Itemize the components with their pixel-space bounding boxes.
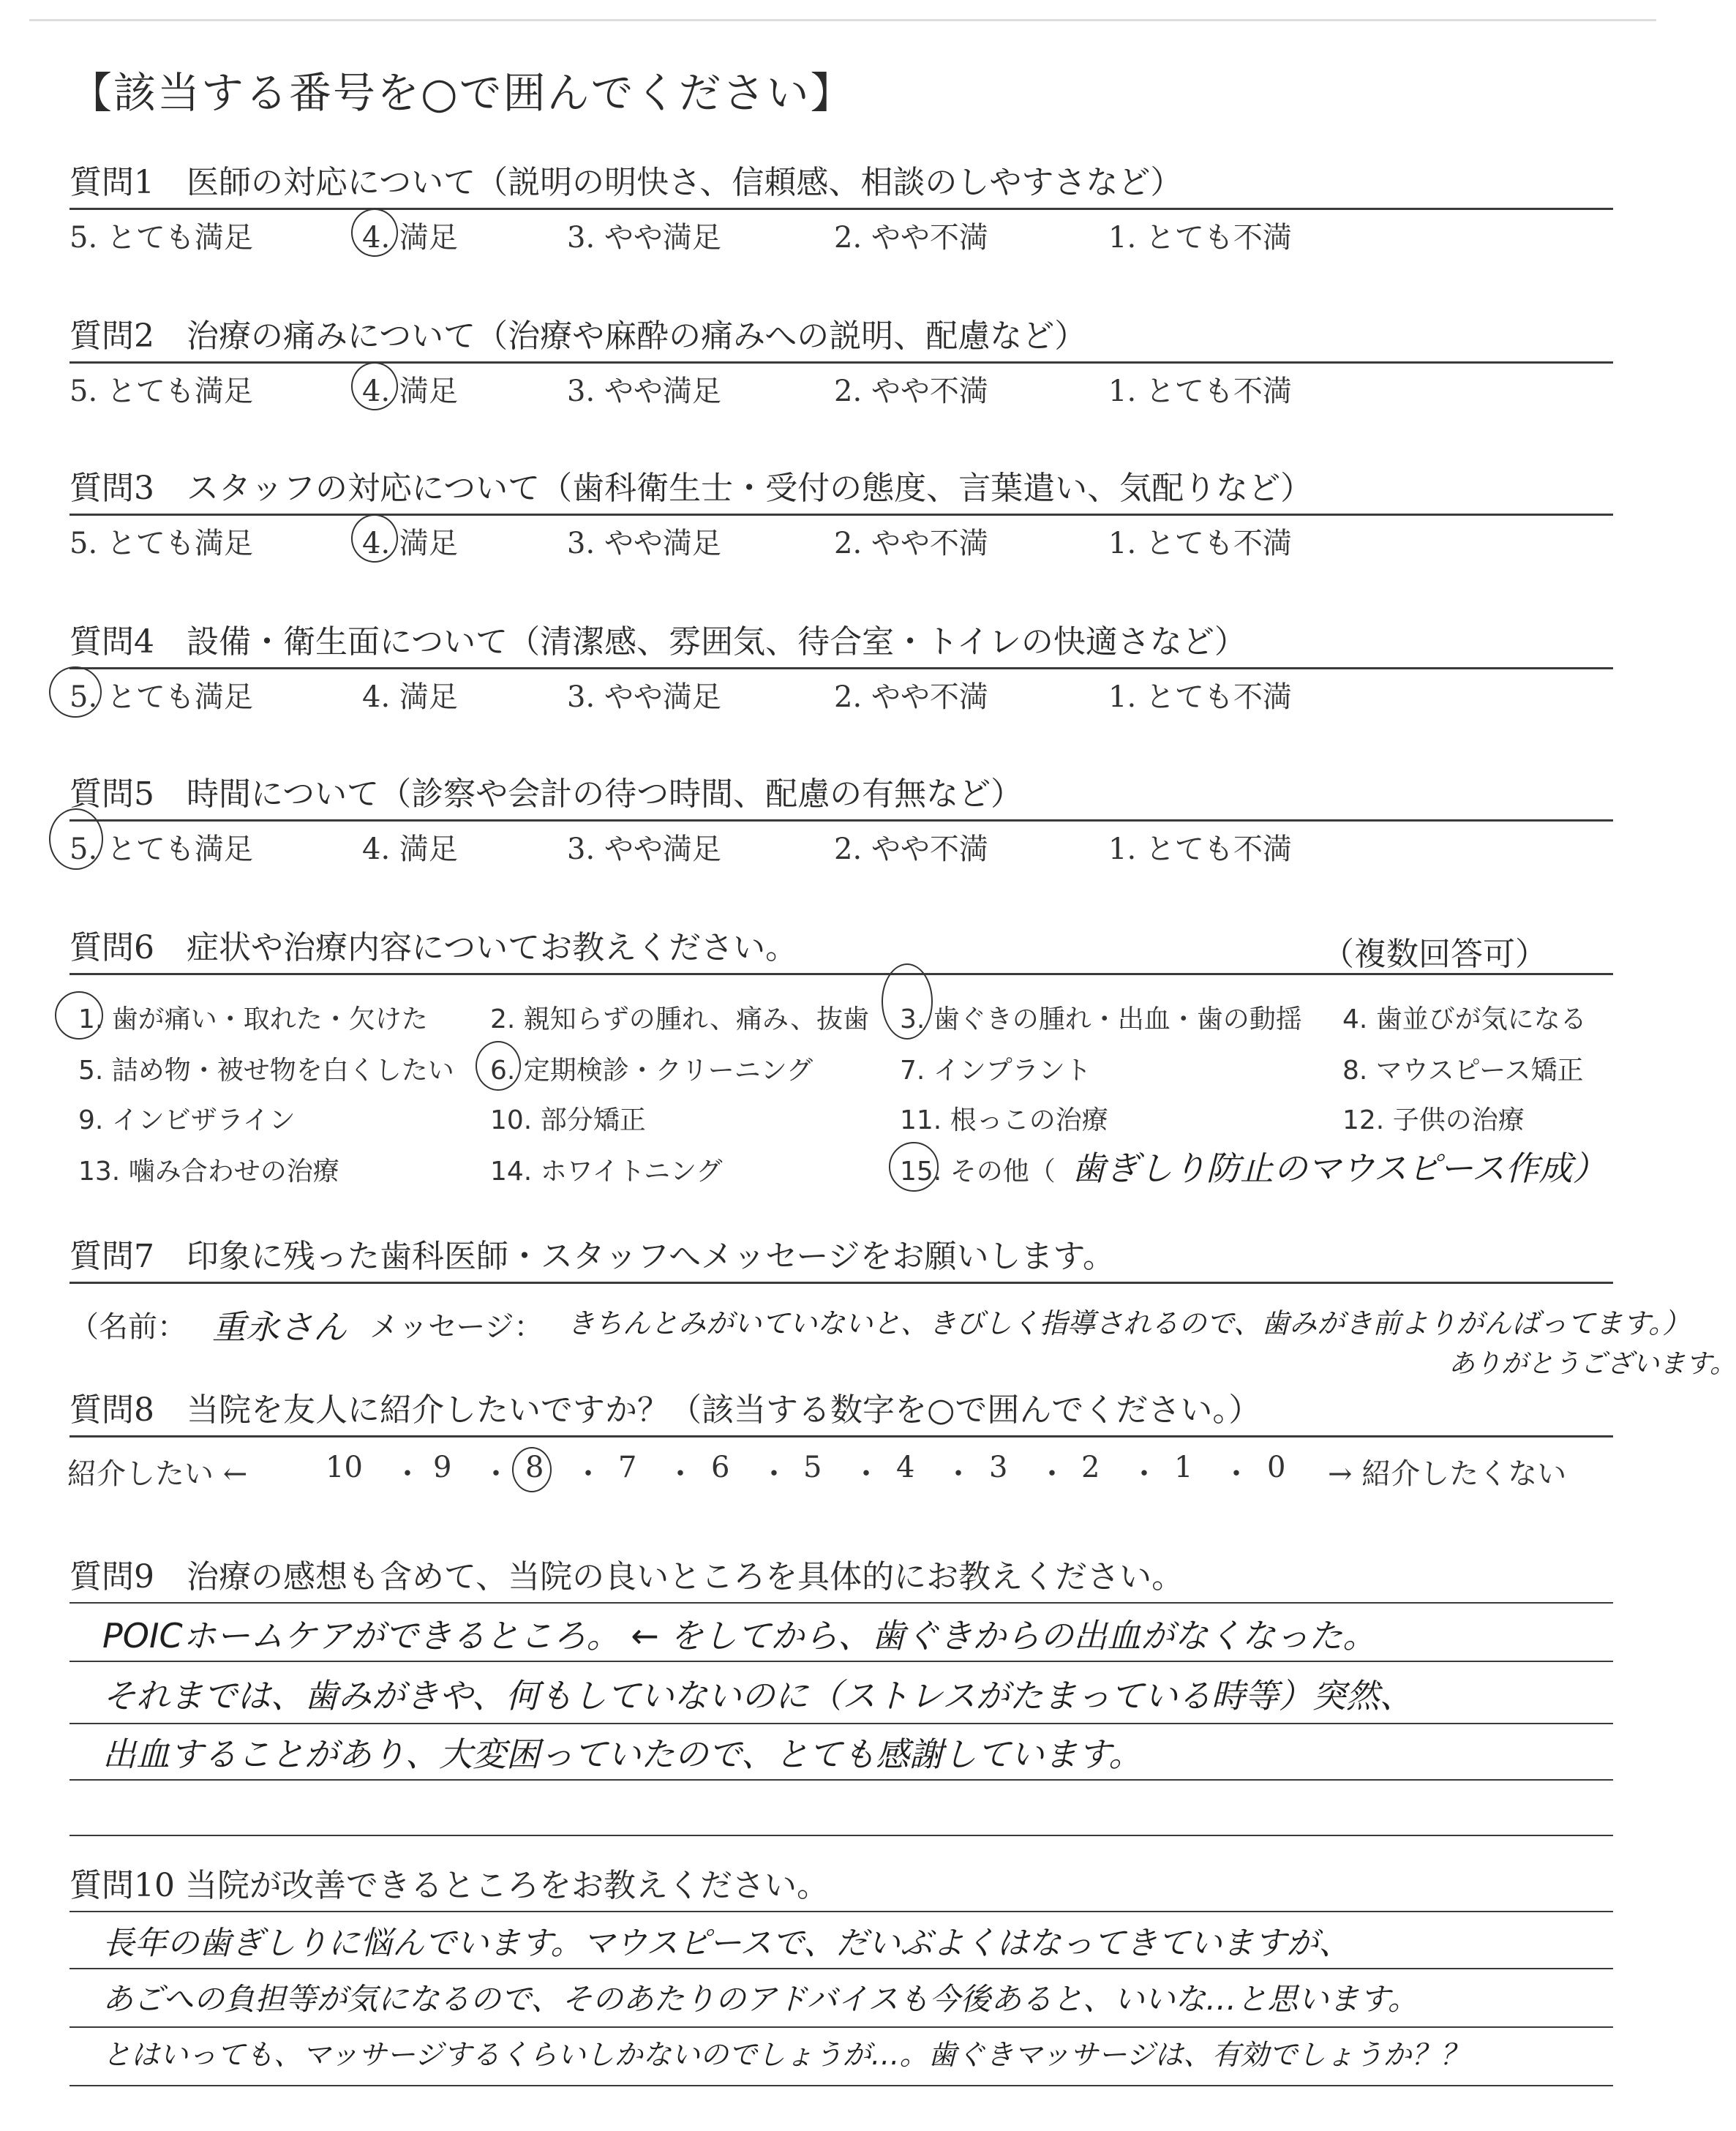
- q8-scale-10[interactable]: 10: [326, 1451, 363, 1484]
- q6-other-handwriting: 歯ぎしり防止のマウスピース作成）: [1072, 1149, 1607, 1188]
- write-line: [69, 2026, 1613, 2028]
- question-rule: [69, 208, 1613, 210]
- option-1[interactable]: 1. とても不満: [1108, 375, 1292, 408]
- q8-scale-9[interactable]: 9: [433, 1451, 452, 1484]
- option-5[interactable]: 5. とても満足: [69, 375, 253, 408]
- option-2[interactable]: 2. やや不満: [834, 833, 988, 866]
- q6-option-9[interactable]: 9. インビザライン: [78, 1105, 296, 1135]
- write-line: [69, 1779, 1613, 1781]
- option-4[interactable]: 4. 満足: [362, 527, 458, 560]
- q6-option-8[interactable]: 8. マウスピース矯正: [1342, 1056, 1584, 1086]
- option-5[interactable]: 5. とても満足: [69, 680, 253, 714]
- question-title: 質問8 当院を友人に紹介したいですか？（該当する数字を○で囲んでください。）: [69, 1391, 1261, 1429]
- question-9: [69, 1557, 1613, 1598]
- question-title: 質問4 設備・衛生面について（清潔感、雰囲気、待合室・トイレの快適さなど）: [69, 623, 1247, 661]
- question-3: [69, 468, 1613, 561]
- option-3[interactable]: 3. やや満足: [567, 375, 721, 408]
- write-line: [69, 1835, 1613, 1836]
- question-rule: [69, 1282, 1613, 1284]
- write-line: [69, 2085, 1613, 2086]
- option-3[interactable]: 3. やや満足: [567, 680, 721, 714]
- question-rule: [69, 514, 1613, 516]
- write-line: [69, 1723, 1613, 1724]
- q8-right-label: → 紹介したくない: [1328, 1457, 1567, 1491]
- question-1: [69, 162, 1613, 255]
- question-title: 質問5 時間について（診察や会計の待つ時間、配慮の有無など）: [69, 775, 1023, 813]
- q6-option-4[interactable]: 4. 歯並びが気になる: [1342, 1004, 1587, 1034]
- q6-option-1[interactable]: 1. 歯が痛い・取れた・欠けた: [78, 1004, 428, 1034]
- rating-options: [69, 674, 1613, 715]
- question-2: [69, 316, 1613, 409]
- q7-message-label: メッセージ：: [369, 1310, 544, 1344]
- q6-option-6[interactable]: 6. 定期検診・クリーニング: [490, 1056, 813, 1086]
- q7-message-handwriting-cont: ありがとうございます。: [1448, 1349, 1736, 1379]
- rating-options: [69, 368, 1613, 409]
- option-2[interactable]: 2. やや不満: [834, 527, 988, 560]
- option-5[interactable]: 5. とても満足: [69, 221, 253, 255]
- option-3[interactable]: 3. やや満足: [567, 221, 721, 255]
- option-4[interactable]: 4. 満足: [362, 680, 458, 714]
- selection-circle: [351, 514, 398, 563]
- question-10: [69, 1865, 1613, 1906]
- q9-handwriting-line-1: POICホームケアができるところ。 ← をしてから、歯ぐきからの出血がなくなった。: [102, 1616, 1377, 1655]
- question-rule: [69, 819, 1613, 822]
- selection-circle-6: [476, 1041, 521, 1091]
- q8-scale-1[interactable]: 1: [1174, 1451, 1193, 1484]
- q8-scale-7[interactable]: 7: [618, 1451, 637, 1484]
- q6-option-3[interactable]: 3. 歯ぐきの腫れ・出血・歯の動揺: [900, 1004, 1302, 1034]
- q6-option-7[interactable]: 7. インプラント: [900, 1056, 1091, 1086]
- q6-option-11[interactable]: 11. 根っこの治療: [900, 1105, 1108, 1135]
- rating-options: [69, 214, 1613, 255]
- question-rule: [69, 361, 1613, 364]
- question-title: 質問1 医師の対応について（説明の明快さ、信頼感、相談のしやすさなど）: [69, 164, 1183, 201]
- selection-circle: [49, 666, 102, 718]
- option-1[interactable]: 1. とても不満: [1108, 221, 1292, 255]
- write-line: [69, 1602, 1613, 1604]
- q6-option-15[interactable]: 15. その他（: [900, 1157, 1056, 1187]
- q8-scale-6[interactable]: 6: [711, 1451, 730, 1484]
- multiple-answer-note: （複数回答可）: [1322, 936, 1547, 973]
- q10-handwriting-line-1: 長年の歯ぎしりに悩んでいます。マウスピースで、だいぶよくはなってきていますが、: [102, 1925, 1351, 1962]
- q7-name-handwriting: 重永さん: [212, 1307, 347, 1347]
- q6-option-14[interactable]: 14. ホワイトニング: [490, 1157, 723, 1187]
- q7-message-handwriting: きちんとみがいていないと、きびしく指導されるので、歯みがき前よりがんばってます。）: [567, 1307, 1691, 1339]
- q6-option-13[interactable]: 13. 噛み合わせの治療: [78, 1157, 339, 1187]
- q6-option-5[interactable]: 5. 詰め物・被せ物を白くしたい: [78, 1056, 454, 1086]
- option-5[interactable]: 5. とても満足: [69, 527, 253, 560]
- page-heading: 【該当する番号を○で囲んでください】: [69, 68, 854, 118]
- q10-handwriting-line-3: とはいっても、マッサージするくらいしかないのでしょうが…。歯ぐきマッサージは、有効でしょうか？？: [102, 2039, 1469, 2072]
- q8-scale-2[interactable]: 2: [1081, 1451, 1100, 1484]
- option-4[interactable]: 4. 満足: [362, 375, 458, 408]
- q7-name-label: （名前：: [69, 1310, 187, 1344]
- question-4: [69, 622, 1613, 715]
- q8-scale-0[interactable]: 0: [1267, 1451, 1286, 1484]
- question-7: [69, 1236, 1613, 1284]
- option-4[interactable]: 4. 満足: [362, 221, 458, 255]
- question-title: 質問10 当院が改善できるところをお教えください。: [69, 1867, 829, 1904]
- selection-circle: [49, 808, 103, 870]
- question-6: [69, 928, 1613, 975]
- selection-circle-1: [55, 991, 103, 1040]
- question-title: 質問2 治療の痛みについて（治療や麻酔の痛みへの説明、配慮など）: [69, 317, 1087, 355]
- q8-scale-8[interactable]: 8: [525, 1451, 544, 1484]
- q8-left-label: 紹介したい ←: [67, 1457, 248, 1491]
- rating-options: [69, 520, 1613, 561]
- option-2[interactable]: 2. やや不満: [834, 221, 988, 255]
- q8-scale-3[interactable]: 3: [989, 1451, 1008, 1484]
- rating-options: [69, 826, 1613, 867]
- write-line: [69, 1911, 1613, 1912]
- question-title: 質問6 症状や治療内容についてお教えください。: [69, 929, 798, 966]
- question-5: [69, 774, 1613, 867]
- question-title: 質問7 印象に残った歯科医師・スタッフへメッセージをお願いします。: [69, 1238, 1115, 1275]
- write-line: [69, 1661, 1613, 1662]
- q8-scale-5[interactable]: 5: [803, 1451, 822, 1484]
- option-2[interactable]: 2. やや不満: [834, 680, 988, 714]
- selection-circle: [351, 208, 398, 257]
- option-2[interactable]: 2. やや不満: [834, 375, 988, 408]
- question-title: 質問9 治療の感想も含めて、当院の良いところを具体的にお教えください。: [69, 1558, 1184, 1596]
- q9-handwriting-line-3: 出血することがあり、大変困っていたので、とても感謝しています。: [102, 1735, 1143, 1774]
- q6-option-12[interactable]: 12. 子供の治療: [1342, 1105, 1525, 1135]
- q10-handwriting-line-2: あごへの負担等が気になるので、そのあたりのアドバイスも今後あると、いいな…と思います。: [102, 1981, 1419, 2017]
- option-5[interactable]: 5. とても満足: [69, 833, 253, 866]
- q6-option-10[interactable]: 10. 部分矯正: [490, 1105, 646, 1135]
- selection-circle: [351, 362, 398, 410]
- top-border: [29, 19, 1656, 21]
- option-1[interactable]: 1. とても不満: [1108, 527, 1292, 560]
- q6-option-2[interactable]: 2. 親知らずの腫れ、痛み、抜歯: [490, 1004, 870, 1034]
- option-3[interactable]: 3. やや満足: [567, 833, 721, 866]
- question-8: [69, 1390, 1613, 1437]
- question-rule: [69, 667, 1613, 669]
- option-1[interactable]: 1. とても不満: [1108, 680, 1292, 714]
- option-4[interactable]: 4. 満足: [362, 833, 458, 866]
- q8-scale-4[interactable]: 4: [896, 1451, 915, 1484]
- selection-circle-3: [882, 963, 933, 1040]
- option-1[interactable]: 1. とても不満: [1108, 833, 1292, 866]
- write-line: [69, 1968, 1613, 1969]
- selection-circle-15: [889, 1142, 939, 1192]
- question-rule: [69, 1435, 1613, 1437]
- option-3[interactable]: 3. やや満足: [567, 527, 721, 560]
- q9-handwriting-line-2: それまでは、歯みがきや、何もしていないのに（ストレスがたまっている時等）突然、: [102, 1676, 1413, 1715]
- question-title: 質問3 スタッフの対応について（歯科衛生士・受付の態度、言葉遣い、気配りなど）: [69, 470, 1313, 507]
- q8-selection-circle: [512, 1447, 552, 1492]
